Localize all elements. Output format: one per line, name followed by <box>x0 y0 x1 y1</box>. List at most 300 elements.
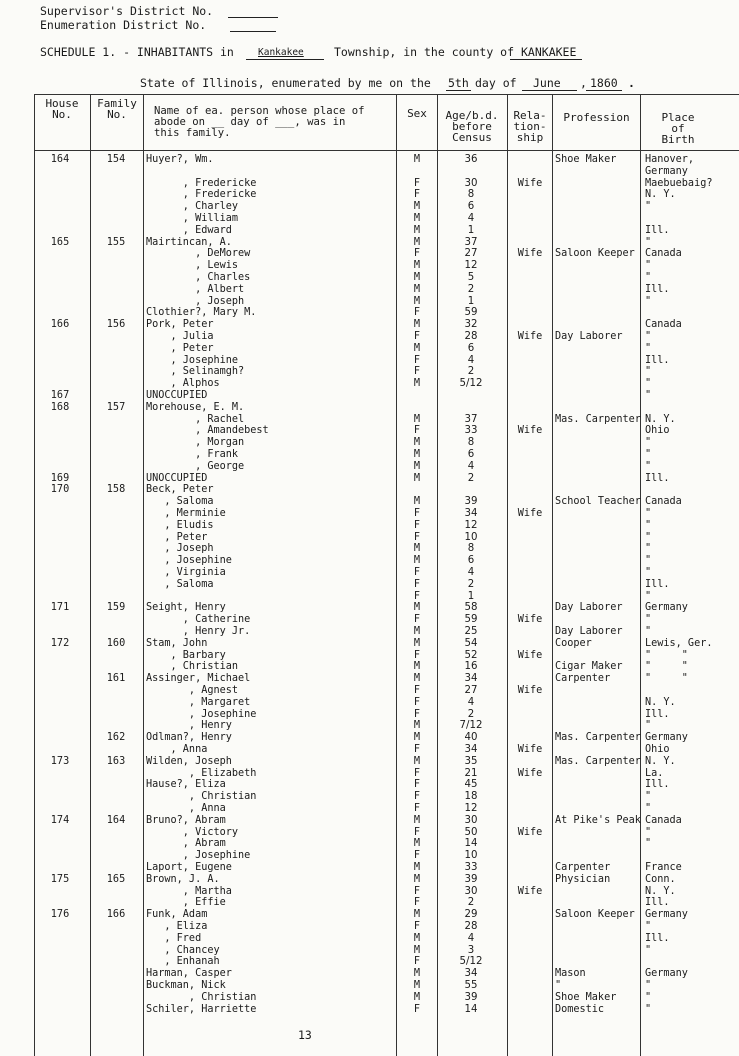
person-birthplace: " " <box>645 649 688 661</box>
person-sex: M <box>413 755 421 767</box>
person-name: , Alphos <box>146 378 220 390</box>
person-name: , Virginia <box>146 567 226 578</box>
supervisor-district-blank <box>228 17 278 18</box>
person-birthplace: " <box>645 626 652 637</box>
person-birthplace: " <box>645 366 652 378</box>
person-profession: Domestic <box>555 1003 605 1015</box>
person-sex: F <box>413 331 421 342</box>
person-sex: M <box>413 260 421 272</box>
person-name: , Amandebest <box>146 425 269 437</box>
person-birthplace: Lewis, Ger. <box>645 637 713 649</box>
house-number: 175 <box>50 873 70 885</box>
person-age: 39 <box>464 873 478 885</box>
person-sex: M <box>413 496 421 508</box>
person-age: 8 <box>467 543 475 555</box>
person-age: 30 <box>464 177 478 189</box>
person-sex: M <box>413 283 421 295</box>
person-birthplace: Ill. <box>645 897 670 909</box>
person-sex: M <box>413 555 421 567</box>
person-name: Clothier?, Mary M. <box>146 307 257 319</box>
person-birthplace: " <box>645 991 652 1003</box>
person-birthplace: " <box>645 803 652 814</box>
person-birthplace: Hanover, <box>645 154 695 165</box>
person-age: 6 <box>467 201 475 213</box>
family-number: 155 <box>106 236 126 248</box>
person-age: 5 <box>467 272 475 283</box>
person-sex: F <box>413 791 421 803</box>
person-sex: M <box>413 626 421 637</box>
person-sex: F <box>413 649 421 661</box>
person-birthplace: " <box>645 201 652 213</box>
person-birthplace: " <box>645 590 652 602</box>
person-sex: M <box>413 201 421 213</box>
person-age: 34 <box>464 744 478 755</box>
person-sex: F <box>413 189 421 201</box>
person-birthplace: Canada <box>645 814 682 826</box>
person-age: 35 <box>464 755 478 767</box>
person-name: Bruno?, Abram <box>146 814 226 826</box>
person-name: , Albert <box>146 283 245 295</box>
person-age: 37 <box>464 236 478 248</box>
person-birthplace: " <box>645 1003 652 1015</box>
house-number: 169 <box>50 472 70 484</box>
person-sex: M <box>413 319 421 331</box>
person-name: , Enhanah <box>146 956 220 968</box>
house-number: 172 <box>50 637 70 649</box>
person-name: , Charles <box>146 272 251 283</box>
person-relationship: Wife <box>517 767 543 779</box>
col-header-relationship: Rela- tion- ship <box>513 109 547 144</box>
month-underline <box>522 90 577 91</box>
house-number: 170 <box>50 484 70 496</box>
person-sex: F <box>413 307 421 319</box>
person-age: 32 <box>464 319 478 331</box>
person-name: , Catherine <box>146 614 251 626</box>
person-profession: At Pike's Peak <box>555 814 641 826</box>
person-age: 34 <box>464 673 478 685</box>
person-age: 4 <box>467 460 475 472</box>
person-sex: F <box>413 850 421 862</box>
person-name: Seight, Henry <box>146 602 226 614</box>
person-name: , Joseph <box>146 543 214 555</box>
family-number: 156 <box>106 319 126 331</box>
person-age: 37 <box>464 413 478 425</box>
col-divider-sex <box>437 94 438 1056</box>
county-underline <box>510 59 582 60</box>
person-birthplace: " <box>645 378 652 390</box>
person-birthplace: " " <box>645 661 688 673</box>
person-sex: M <box>413 460 421 472</box>
person-name: , Joseph <box>146 295 245 307</box>
person-sex: F <box>413 366 421 378</box>
page-number: 13 <box>298 1028 312 1042</box>
person-birthplace: Ill. <box>645 224 670 236</box>
person-birthplace: N. Y. <box>645 885 676 897</box>
col-header-age: Age/b.d. before Census <box>445 109 499 144</box>
person-name: Schiler, Harriette <box>146 1003 257 1015</box>
day-of-label: day of <box>475 76 517 90</box>
person-birthplace: " <box>645 390 652 401</box>
person-age: 16 <box>464 661 478 673</box>
township-underline <box>246 59 324 60</box>
person-birthplace: N. Y. <box>645 696 676 708</box>
person-name: , Eliza <box>146 921 208 932</box>
person-birthplace: " <box>645 342 652 354</box>
col-divider-house <box>90 94 91 1056</box>
house-number: 171 <box>50 602 70 614</box>
person-age: 12 <box>464 803 478 814</box>
person-name: , Josephine <box>146 354 239 366</box>
person-age: 8 <box>467 437 475 449</box>
person-name: , Josephine <box>146 708 257 720</box>
person-age: 10 <box>464 850 478 862</box>
person-sex: F <box>413 897 421 909</box>
person-age: 28 <box>464 921 478 932</box>
person-name: Beck, Peter <box>146 484 214 496</box>
family-number: 157 <box>106 401 126 413</box>
month-value: June <box>533 76 561 90</box>
person-sex: M <box>413 154 421 165</box>
person-sex: F <box>413 614 421 626</box>
person-age: 8 <box>467 189 475 201</box>
person-name: , Julia <box>146 331 214 342</box>
person-name: Pork, Peter <box>146 319 214 331</box>
person-relationship: Wife <box>517 508 543 519</box>
person-birthplace: Ill. <box>645 932 670 944</box>
table-top-border <box>34 94 739 95</box>
house-number: 168 <box>50 401 70 413</box>
person-name: , Edward <box>146 224 232 236</box>
person-birthplace: Ill. <box>645 779 670 791</box>
person-relationship: Wife <box>517 885 543 897</box>
person-birthplace: " <box>645 838 652 850</box>
person-sex: M <box>413 437 421 449</box>
person-age: 27 <box>464 248 478 260</box>
person-relationship: Wife <box>517 614 543 626</box>
person-birthplace: " <box>645 531 652 543</box>
person-name: , Effie <box>146 897 226 909</box>
person-birthplace: Canada <box>645 496 682 508</box>
person-sex: F <box>413 696 421 708</box>
person-name: , Selinamgh? <box>146 366 245 378</box>
person-birthplace: " <box>645 236 652 248</box>
person-profession: Physician <box>555 873 611 885</box>
col-divider-name <box>396 94 397 1056</box>
supervisor-district-label: Supervisor's District No. <box>40 4 214 18</box>
person-age: 45 <box>464 779 478 791</box>
person-name: UNOCCUPIED <box>146 472 208 484</box>
person-relationship: Wife <box>517 425 543 437</box>
person-birthplace: " <box>645 449 652 460</box>
person-profession: Mas. Carpenter <box>555 755 641 767</box>
person-birthplace: Canada <box>645 248 682 260</box>
person-age: 1 <box>467 295 475 307</box>
person-sex: F <box>413 578 421 590</box>
person-profession: Shoe Maker <box>555 154 617 165</box>
person-profession: Carpenter <box>555 862 611 873</box>
person-age: 39 <box>464 496 478 508</box>
person-name: Wilden, Joseph <box>146 755 232 767</box>
family-number: 165 <box>106 873 126 885</box>
person-sex: M <box>413 224 421 236</box>
person-profession: Saloon Keeper <box>555 248 635 260</box>
person-profession: " <box>555 980 562 991</box>
person-birthplace: " <box>645 921 652 932</box>
person-name: Stam, John <box>146 637 208 649</box>
person-age: 2 <box>467 708 475 720</box>
person-age: 21 <box>464 767 478 779</box>
person-age: 34 <box>464 968 478 980</box>
person-name: Odlman?, Henry <box>146 732 232 744</box>
person-name: , Peter <box>146 531 208 543</box>
person-age: 12 <box>464 519 478 531</box>
person-birthplace: Canada <box>645 319 682 331</box>
person-age: 12 <box>464 260 478 272</box>
person-name: , Victory <box>146 826 239 838</box>
person-age: 3 <box>467 944 475 956</box>
person-age: 2 <box>467 366 475 378</box>
col-divider-left <box>34 94 35 1056</box>
county-value: KANKAKEE <box>521 45 577 59</box>
person-name: , Eludis <box>146 519 214 531</box>
person-sex: F <box>413 531 421 543</box>
person-birthplace: " <box>645 272 652 283</box>
person-sex: F <box>413 779 421 791</box>
person-profession: Mason <box>555 968 586 980</box>
person-birthplace: " <box>645 614 652 626</box>
person-birthplace: " <box>645 826 652 838</box>
person-sex: F <box>413 508 421 519</box>
person-sex: F <box>413 826 421 838</box>
person-name: , Rachel <box>146 413 245 425</box>
person-profession: Shoe Maker <box>555 991 617 1003</box>
family-number: 164 <box>106 814 126 826</box>
person-birthplace: " <box>645 260 652 272</box>
person-birthplace: N. Y. <box>645 189 676 201</box>
person-profession: School Teacher <box>555 496 641 508</box>
person-name: Buckman, Nick <box>146 980 226 991</box>
person-age: 2 <box>467 472 475 484</box>
person-sex: F <box>413 177 421 189</box>
person-name: , Henry <box>146 720 232 732</box>
person-name: , Martha <box>146 885 232 897</box>
person-birthplace: Conn. <box>645 873 676 885</box>
person-age: 7/12 <box>459 720 483 732</box>
person-birthplace: La. <box>645 767 664 779</box>
person-relationship: Wife <box>517 685 543 696</box>
person-age: 18 <box>464 791 478 803</box>
person-sex: M <box>413 968 421 980</box>
person-birthplace: N. Y. <box>645 755 676 767</box>
person-sex: M <box>413 272 421 283</box>
person-name: , William <box>146 213 239 224</box>
person-birthplace: " <box>645 508 652 519</box>
person-birthplace: Ill. <box>645 283 670 295</box>
person-age: 52 <box>464 649 478 661</box>
col-divider-relation <box>552 94 553 1056</box>
person-relationship: Wife <box>517 248 543 260</box>
person-age: 55 <box>464 980 478 991</box>
person-name: , George <box>146 460 245 472</box>
person-relationship: Wife <box>517 744 543 755</box>
person-name: , DeMorew <box>146 248 251 260</box>
year-value: 1860 <box>590 76 618 90</box>
person-sex: F <box>413 803 421 814</box>
person-sex: M <box>413 980 421 991</box>
person-name: , Morgan <box>146 437 245 449</box>
person-name: , Abram <box>146 838 226 850</box>
person-name: , Frank <box>146 449 239 460</box>
person-age: 39 <box>464 991 478 1003</box>
person-birthplace: " <box>645 331 652 342</box>
day-underline <box>446 90 471 91</box>
family-number: 158 <box>106 484 126 496</box>
person-sex: M <box>413 732 421 744</box>
person-sex: F <box>413 519 421 531</box>
person-sex: M <box>413 673 421 685</box>
person-birthplace: Ill. <box>645 578 670 590</box>
person-profession: Cigar Maker <box>555 661 623 673</box>
family-number: 160 <box>106 637 126 649</box>
person-name: , Fred <box>146 932 202 944</box>
person-birthplace: " <box>645 437 652 449</box>
person-sex: F <box>413 1003 421 1015</box>
period: . <box>628 76 635 90</box>
person-birthplace: Ohio <box>645 744 670 755</box>
house-number: 166 <box>50 319 70 331</box>
person-age: 6 <box>467 449 475 460</box>
family-number: 159 <box>106 602 126 614</box>
house-number: 174 <box>50 814 70 826</box>
person-relationship: Wife <box>517 331 543 342</box>
person-age: 36 <box>464 154 478 165</box>
person-birthplace: Germany <box>645 165 688 177</box>
col-header-profession: Profession <box>563 111 630 124</box>
person-name: , Anna <box>146 803 226 814</box>
person-relationship: Wife <box>517 177 543 189</box>
person-sex: M <box>413 873 421 885</box>
person-sex: M <box>413 862 421 873</box>
person-name: , Agnest <box>146 685 239 696</box>
col-header-sex: Sex <box>407 107 427 120</box>
person-name: , Christian <box>146 791 257 803</box>
person-age: 54 <box>464 637 478 649</box>
person-sex: M <box>413 602 421 614</box>
person-name: , Margaret <box>146 696 251 708</box>
person-birthplace: Maebuebaig? <box>645 177 713 189</box>
table-header-divider <box>34 150 739 151</box>
family-number: 161 <box>106 673 126 685</box>
person-birthplace: Ill. <box>645 708 670 720</box>
person-sex: F <box>413 767 421 779</box>
person-age: 1 <box>467 224 475 236</box>
enumeration-district-label: Enumeration District No. <box>40 18 207 32</box>
person-sex: M <box>413 449 421 460</box>
person-age: 5/12 <box>459 378 483 390</box>
day-value: 5th <box>448 76 469 90</box>
person-name: Huyer?, Wm. <box>146 154 214 165</box>
person-profession: Mas. Carpenter <box>555 732 641 744</box>
person-birthplace: " <box>645 543 652 555</box>
person-name: , Fredericke <box>146 177 257 189</box>
person-sex: F <box>413 685 421 696</box>
person-sex: M <box>413 637 421 649</box>
person-sex: M <box>413 543 421 555</box>
person-name: , Josephine <box>146 555 232 567</box>
person-age: 27 <box>464 685 478 696</box>
enumeration-district-blank <box>230 31 276 32</box>
person-birthplace: " <box>645 519 652 531</box>
person-sex: M <box>413 295 421 307</box>
person-profession: Day Laborer <box>555 602 623 614</box>
person-age: 4 <box>467 696 475 708</box>
person-name: , Fredericke <box>146 189 257 201</box>
person-name: , Chancey <box>146 944 220 956</box>
person-birthplace: " <box>645 460 652 472</box>
person-birthplace: Germany <box>645 602 688 614</box>
person-sex: M <box>413 944 421 956</box>
person-age: 4 <box>467 567 475 578</box>
person-age: 14 <box>464 838 478 850</box>
family-number: 162 <box>106 732 126 744</box>
house-number: 164 <box>50 154 70 165</box>
person-sex: F <box>413 248 421 260</box>
person-name: , Saloma <box>146 578 214 590</box>
person-sex: M <box>413 661 421 673</box>
person-sex: F <box>413 425 421 437</box>
person-name: , Christian <box>146 991 257 1003</box>
person-age: 14 <box>464 1003 478 1015</box>
person-name: UNOCCUPIED <box>146 390 208 401</box>
person-sex: F <box>413 921 421 932</box>
person-sex: M <box>413 814 421 826</box>
person-birthplace: Ill. <box>645 354 670 366</box>
person-name: , Saloma <box>146 496 214 508</box>
person-age: 30 <box>464 814 478 826</box>
person-name: Harman, Casper <box>146 968 232 980</box>
person-sex: M <box>413 909 421 921</box>
person-profession: Mas. Carpenter <box>555 413 641 425</box>
person-profession: Saloon Keeper <box>555 909 635 921</box>
person-age: 59 <box>464 614 478 626</box>
person-name: Hause?, Eliza <box>146 779 226 791</box>
person-birthplace: France <box>645 862 682 873</box>
person-sex: M <box>413 413 421 425</box>
person-name: , Henry Jr. <box>146 626 251 637</box>
person-age: 33 <box>464 425 478 437</box>
person-age: 2 <box>467 897 475 909</box>
col-header-name: Name of ea. person whose place of abode on __ day of ___, was in this family. <box>154 105 365 139</box>
person-age: 34 <box>464 508 478 519</box>
house-number: 165 <box>50 236 70 248</box>
family-number: 154 <box>106 154 126 165</box>
person-age: 33 <box>464 862 478 873</box>
person-birthplace: " <box>645 555 652 567</box>
person-age: 6 <box>467 342 475 354</box>
person-age: 28 <box>464 331 478 342</box>
person-age: 25 <box>464 626 478 637</box>
person-sex: F <box>413 567 421 578</box>
person-birthplace: " <box>645 295 652 307</box>
person-name: , Peter <box>146 342 214 354</box>
person-birthplace: " " <box>645 673 688 685</box>
person-age: 2 <box>467 578 475 590</box>
person-profession: Cooper <box>555 637 592 649</box>
person-sex: M <box>413 472 421 484</box>
person-age: 30 <box>464 885 478 897</box>
person-age: 6 <box>467 555 475 567</box>
person-sex: M <box>413 213 421 224</box>
